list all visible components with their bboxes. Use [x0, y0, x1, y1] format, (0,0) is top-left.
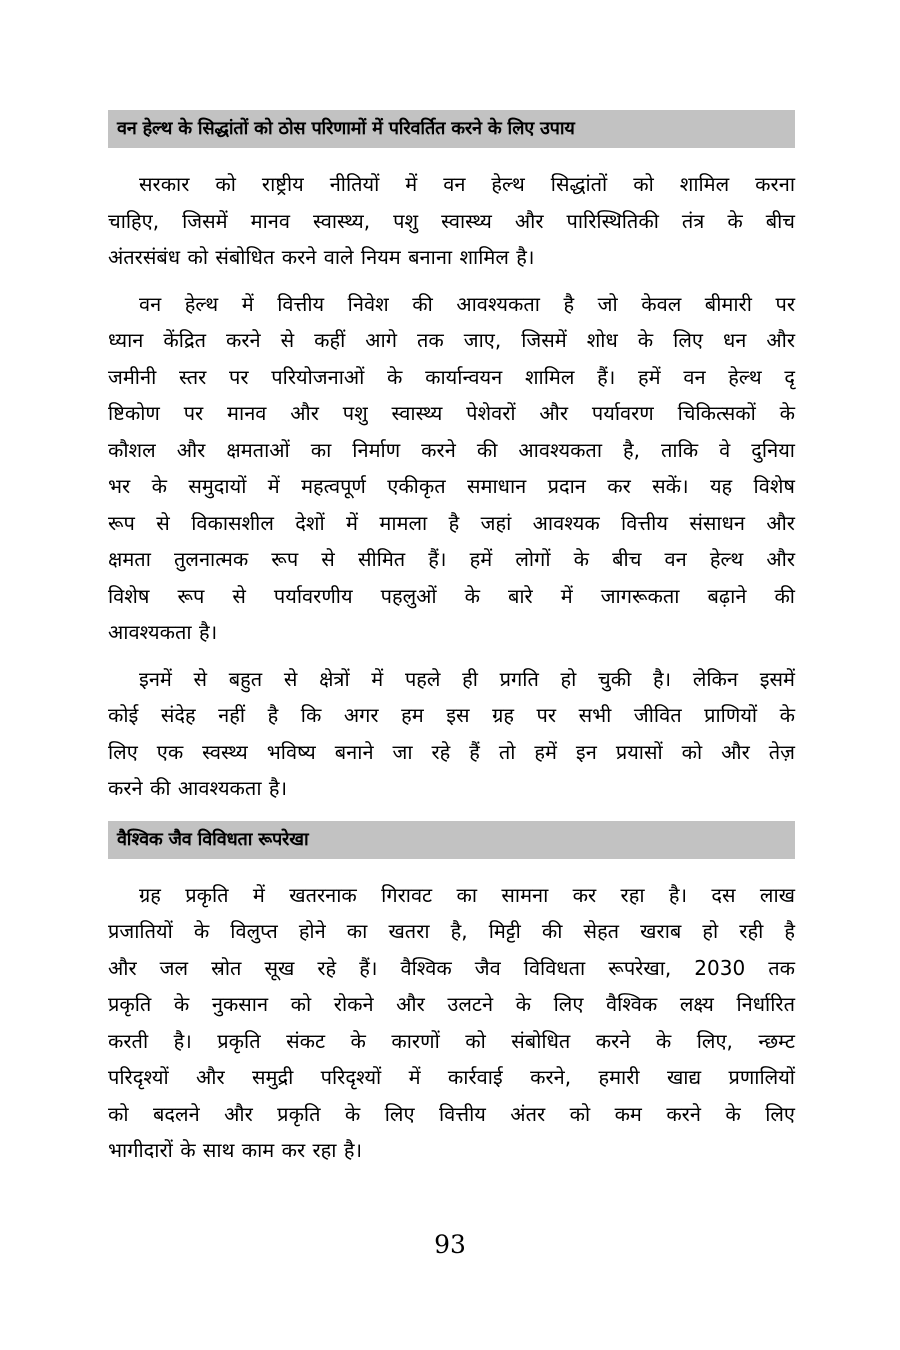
paragraph — [108, 166, 795, 276]
text-line: को बदलने और प्रकृति के लिए वित्तीय अंतर को कम करने के लिए — [108, 1101, 795, 1126]
text-line: और जल स्रोत सूख रहे हैं। वैश्विक जैव विविधता रूपरेखा, 2030 तक — [108, 955, 795, 980]
text-line: रूप से विकासशील देशों में मामला है जहां आवश्यक वित्तीय संसाधन और — [108, 510, 795, 535]
paragraph — [108, 661, 795, 807]
text-line: जमीनी स्तर पर परियोजनाओं के कार्यान्वयन शामिल हैं। हमें वन हेल्थ दृ — [108, 364, 795, 389]
paragraph — [108, 286, 795, 651]
section-heading-one-health-measures: वन हेल्थ के सिद्धांतों को ठोस परिणामों में परिवर्तित करने के लिए उपाय — [108, 110, 795, 148]
text-line: करती है। प्रकृति संकट के कारणों को संबोधित करने के लिए, न्छम्ट — [108, 1028, 795, 1053]
page-number: 93 — [434, 1230, 466, 1259]
text-line: भर के समुदायों में महत्वपूर्ण एकीकृत समाधान प्रदान कर सकें। यह विशेष — [108, 474, 795, 498]
section-heading-global-biodiversity-framework: वैश्विक जैव विविधता रूपरेखा — [108, 821, 795, 859]
text-line: वन हेल्थ में वित्तीय निवेश की आवश्यकता है जो केवल बीमारी पर — [139, 291, 795, 316]
text-line: सरकार को राष्ट्रीय नीतियों में वन हेल्थ सिद्धांतों को शामिल करना — [139, 172, 795, 196]
text-line: कोई संदेह नहीं है कि अगर हम इस ग्रह पर सभी जीवित प्राणियों के — [108, 703, 795, 727]
text-line: कौशल और क्षमताओं का निर्माण करने की आवश्यकता है, ताकि वे दुनिया — [108, 437, 795, 462]
text-line: करने की आवश्यकता है। — [108, 776, 288, 800]
text-line: ध्यान केंद्रित करने से कहीं आगे तक जाए, जिसमें शोध के लिए धन और — [108, 328, 795, 352]
section-one-health-measures — [108, 110, 795, 807]
text-line: आवश्यकता है। — [108, 620, 218, 644]
paragraph — [108, 877, 795, 1169]
text-line: प्रकृति के नुकसान को रोकने और उलटने के लिए वैश्विक लक्ष्य निर्धारित — [108, 992, 795, 1016]
section-body-1 — [108, 877, 795, 1169]
page-content — [108, 110, 795, 1169]
text-line: लिए एक स्वस्थ्य भविष्य बनाने जा रहे हैं तो हमें इन प्रयासों को और तेज़ — [108, 739, 795, 764]
text-line: ष्टिकोण पर मानव और पशु स्वास्थ्य पेशेवरों और पर्यावरण चिकित्सकों के — [108, 401, 795, 425]
text-line: परिदृश्यों और समुद्री परिदृश्यों में कार्रवाई करने, हमारी खाद्य प्रणालियों — [108, 1065, 795, 1089]
text-line: विशेष रूप से पर्यावरणीय पहलुओं के बारे में जागरूकता बढ़ाने की — [108, 583, 795, 608]
text-line: भागीदारों के साथ काम कर रहा है। — [108, 1138, 363, 1162]
text-line: प्रजातियों के विलुप्त होने का खतरा है, मिट्टी की सेहत खराब हो रही है — [108, 919, 795, 943]
page-footer — [0, 1230, 900, 1259]
text-line: चाहिए, जिसमें मानव स्वास्थ्य, पशु स्वास्थ्य और पारिस्थितिकी तंत्र के बीच — [108, 208, 795, 233]
text-line: ग्रह प्रकृति में खतरनाक गिरावट का सामना कर रहा है। दस लाख — [139, 882, 795, 907]
text-line: इनमें से बहुत से क्षेत्रों में पहले ही प्रगति हो चुकी है। लेकिन इसमें — [139, 666, 795, 691]
section-global-biodiversity-framework — [108, 821, 795, 1169]
text-line: अंतरसंबंध को संबोधित करने वाले नियम बनाना शामिल है। — [108, 245, 535, 269]
text-line: क्षमता तुलनात्मक रूप से सीमित हैं। हमें लोगों के बीच वन हेल्थ और — [108, 547, 795, 571]
section-body-0 — [108, 166, 795, 807]
